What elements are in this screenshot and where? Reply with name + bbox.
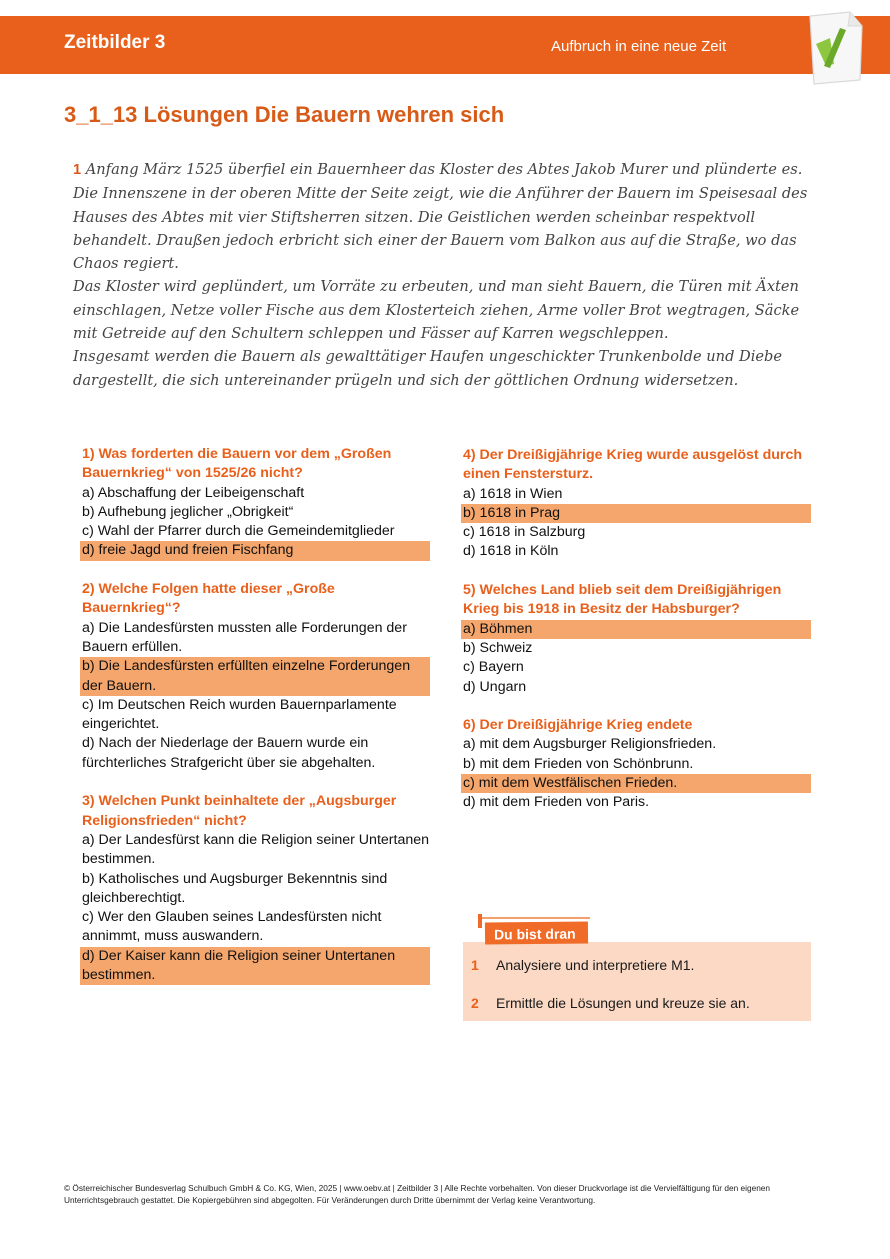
answer-option: d) Ungarn	[463, 678, 527, 695]
question-3	[82, 792, 430, 985]
answer-option: d) Nach der Niederlage der Bauern wurde ein fürchterliches Strafgericht über sie abgehalten.	[82, 735, 376, 771]
tab-decoration-line	[480, 917, 590, 919]
answer-option: b) mit dem Frieden von Schönbrunn.	[463, 755, 694, 772]
question-heading: 1) Was forderten die Bauern vor dem „Großen Bauernkrieg“ von 1525/26 nicht?	[82, 446, 392, 482]
quiz-column-right	[463, 446, 811, 832]
answer-option: a) mit dem Augsburger Religionsfrieden.	[463, 736, 717, 753]
quiz-column-left	[82, 445, 430, 1005]
answer-option: a) 1618 in Wien	[463, 485, 563, 502]
task-item-1	[471, 957, 694, 973]
page-title: 3_1_13 Lösungen Die Bauern wehren sich	[64, 102, 505, 127]
task-tab-label: Du bist dran	[485, 921, 588, 944]
book-title: Zeitbilder 3	[64, 32, 166, 53]
answer-option: c) Wahl der Pfarrer durch die Gemeindemitglieder	[82, 523, 395, 540]
question-heading: 5) Welches Land blieb seit dem Dreißigjährigen Krieg bis 1918 in Besitz der Habsburger?	[463, 582, 782, 618]
task-text: Ermittle die Lösungen und kreuze sie an.	[496, 995, 750, 1011]
answer-option: a) Der Landesfürst kann die Religion seiner Untertanen bestimmen.	[82, 831, 430, 868]
chapter-subtitle: Aufbruch in eine neue Zeit	[551, 38, 727, 55]
answer-option: d) mit dem Frieden von Paris.	[463, 794, 650, 811]
answer-number: 1	[73, 162, 82, 178]
task-text: Analysiere und interpretiere M1.	[496, 957, 695, 973]
answer-option: c) 1618 in Salzburg	[463, 524, 586, 541]
answer-option: c) Im Deutschen Reich wurden Bauernparlamente eingerichtet.	[82, 696, 397, 733]
answer-option: b) Katholisches und Augsburger Bekenntnis sind gleichberechtigt.	[82, 870, 388, 906]
answer-text	[73, 158, 818, 392]
question-heading: 6) Der Dreißigjährige Krieg endete	[463, 717, 693, 734]
question-6	[463, 716, 811, 812]
answer-option: a) Die Landesfürsten mussten alle Forderungen der Bauern erfüllen.	[82, 619, 407, 655]
answer-option: a) Abschaffung der Leibeigenschaft	[82, 484, 305, 501]
question-1	[82, 445, 430, 561]
answer-paragraph-3: Insgesamt werden die Bauern als gewalttätiger Haufen ungeschickter Trunkenbolde und Diebe dargestellt, die sich untereinander prügeln und sich der göttlichen Ordnung widersetzen.	[73, 348, 783, 389]
task-number: 2	[471, 995, 479, 1011]
correct-answer-option: d) freie Jagd und freien Fischfang	[80, 541, 430, 560]
answer-option: b) Aufhebung jeglicher „Obrigkeit“	[82, 503, 294, 520]
answer-option: c) Bayern	[463, 659, 524, 676]
copyright-footer: © Österreichischer Bundesverlag Schulbuch GmbH & Co. KG, Wien, 2025 | www.oebv.at | Zeitbilder 3 | Alle Rechte vorbehalten. Von dieser Druckvorlage ist die Vervielfältigung für den eigenen Unterrichtsgebrauch gestattet. Die Kopiergebühren sind abgegolten. Für Veränderungen durch Dritte übernimmt der Verlag keine Verantwortung.	[64, 1183, 771, 1205]
answer-paragraph-2: Das Kloster wird geplündert, um Vorräte zu erbeuten, und man sieht Bauern, die Türen mit Äxten einschlagen, Netze voller Fische aus dem Klosterteich ziehen, Arme voller Brot wegtragen, Säcke mit Getreide auf den Schultern schleppen und Fässer auf Karren wegschleppen.	[73, 278, 800, 343]
correct-answer-option: c) mit dem Westfälischen Frieden.	[461, 774, 811, 793]
correct-answer-option: b) Die Landesfürsten erfüllten einzelne Forderungen der Bauern.	[80, 657, 430, 696]
task-number: 1	[471, 957, 479, 973]
question-2	[82, 580, 430, 773]
question-heading: 4) Der Dreißigjährige Krieg wurde ausgelöst durch einen Fenstersturz.	[463, 447, 802, 483]
question-4	[463, 446, 811, 562]
answer-paragraph-1: 1 Anfang März 1525 überfiel ein Bauernheer das Kloster des Abtes Jakob Murer und plünderte es. Die Innenszene in der oberen Mitte der Seite zeigt, wie die Anführer der Bauern im Speisesaal des Hauses des Abtes mit vier Stiftsherren sitzen. Die Geistlichen werden scheinbar respektvoll behandelt. Draußen jedoch erbricht sich einer der Bauern vom Balkon aus auf die Straße, wo das Chaos regiert.	[73, 161, 808, 273]
question-heading: 3) Welchen Punkt beinhaltete der „Augsburger Religionsfrieden“ nicht?	[82, 793, 397, 829]
task-item-2	[471, 995, 750, 1011]
answer-option: d) 1618 in Köln	[463, 543, 559, 560]
tab-decoration-mark	[478, 914, 482, 928]
correct-answer-option: d) Der Kaiser kann die Religion seiner Untertanen bestimmen.	[80, 947, 430, 986]
correct-answer-option: b) 1618 in Prag	[461, 504, 811, 523]
checkmark-page-icon	[800, 8, 868, 86]
correct-answer-option: a) Böhmen	[461, 620, 811, 639]
question-heading: 2) Welche Folgen hatte dieser „Große Bauernkrieg“?	[82, 581, 335, 617]
answer-option: b) Schweiz	[463, 639, 533, 656]
question-5	[463, 581, 811, 697]
answer-option: c) Wer den Glauben seines Landesfürsten nicht annimmt, muss auswandern.	[82, 909, 382, 945]
